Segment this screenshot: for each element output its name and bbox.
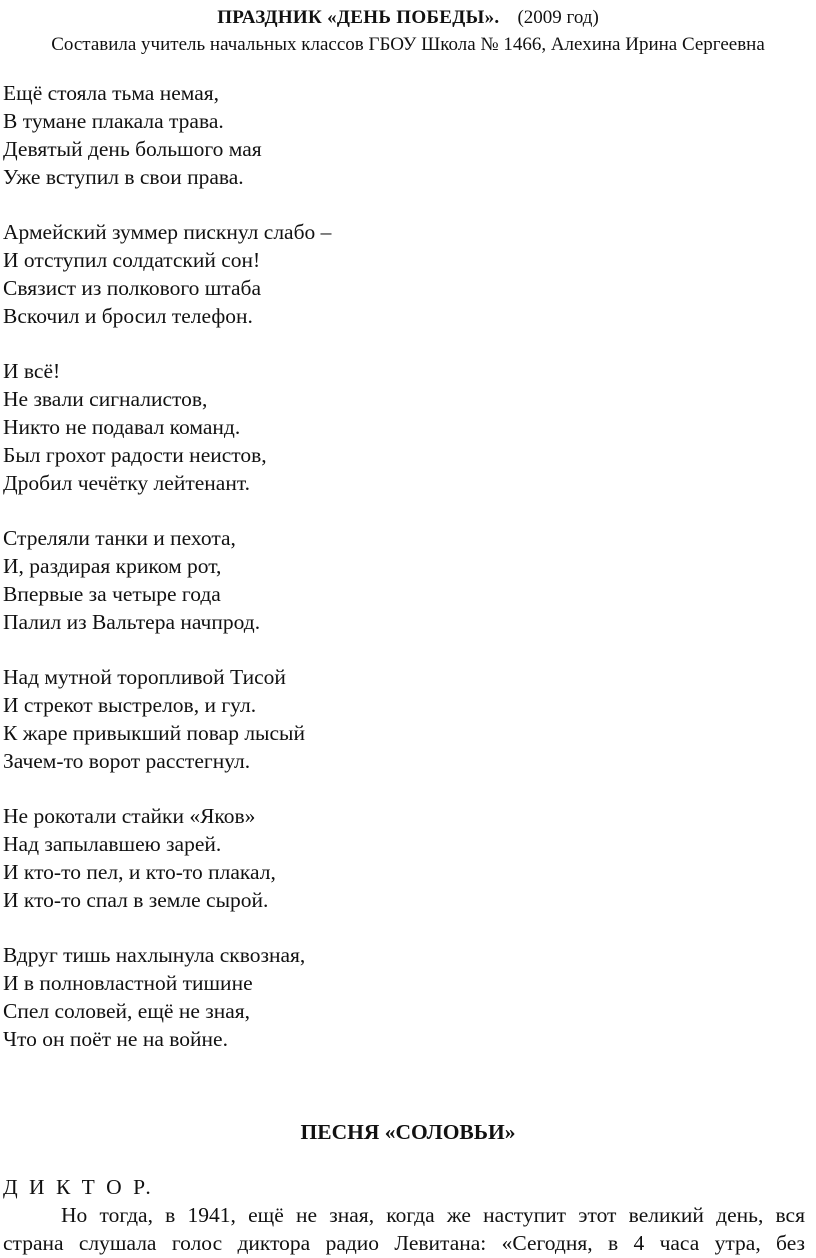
- poem-line: Над мутной торопливой Тисой: [3, 665, 286, 689]
- author-line: Составила учитель начальных классов ГБОУ Школа № 1466, Алехина Ирина Сергеевна: [51, 34, 765, 55]
- poem-stanza: [3, 218, 783, 330]
- poem-line: К жаре привыкший повар лысый: [3, 721, 305, 745]
- poem-line: Девятый день большого мая: [3, 137, 262, 161]
- page-title: ПРАЗДНИК «ДЕНЬ ПОБЕДЫ».: [217, 7, 500, 28]
- poem-line: Не звали сигналистов,: [3, 387, 208, 411]
- title-year: (2009 год): [517, 7, 599, 28]
- poem-line: В тумане плакала трава.: [3, 109, 224, 133]
- poem-stanza: [3, 79, 783, 191]
- poem-line: Стреляли танки и пехота,: [3, 526, 236, 550]
- speaker-label: Д И К Т О Р.: [3, 1175, 154, 1199]
- poem-stanza: [3, 524, 783, 636]
- poem-stanza: [3, 663, 783, 775]
- poem-line: Впервые за четыре года: [3, 582, 221, 606]
- poem-line: Над запылавшею зарей.: [3, 832, 222, 856]
- poem-line: Был грохот радости неистов,: [3, 443, 267, 467]
- poem-line: Вскочил и бросил телефон.: [3, 304, 253, 328]
- poem-line: И в полновластной тишине: [3, 971, 253, 995]
- poem-line: Связист из полкового штаба: [3, 276, 261, 300]
- poem-stanza: [3, 802, 783, 914]
- poem-line: Ещё стояла тьма немая,: [3, 81, 220, 105]
- poem-line: Палил из Вальтера начпрод.: [3, 610, 261, 634]
- poem-line: И, раздирая криком рот,: [3, 554, 222, 578]
- poem-stanza: [3, 941, 783, 1053]
- narration-line: Но тогда, в 1941, ещё не зная, когда же наступит этот великий день, вся: [61, 1203, 805, 1227]
- poem-line: Дробил чечётку лейтенант.: [3, 471, 250, 495]
- poem-line: Вдруг тишь нахлынула сквозная,: [3, 943, 306, 967]
- poem: [3, 79, 783, 1080]
- poem-line: Уже вступил в свои права.: [3, 165, 244, 189]
- poem-line: И кто-то спал в земле сырой.: [3, 888, 269, 912]
- poem-line: И стрекот выстрелов, и гул.: [3, 693, 257, 717]
- poem-line: И кто-то пел, и кто-то плакал,: [3, 860, 276, 884]
- song-title: ПЕСНЯ «СОЛОВЬИ»: [300, 1120, 516, 1144]
- poem-stanza: [3, 357, 783, 497]
- poem-line: И всё!: [3, 359, 61, 383]
- poem-line: Никто не подавал команд.: [3, 415, 241, 439]
- poem-line: Не рокотали стайки «Яков»: [3, 804, 256, 828]
- poem-line: И отступил солдатский сон!: [3, 248, 261, 272]
- poem-line: Спел соловей, ещё не зная,: [3, 999, 251, 1023]
- poem-line: Армейский зуммер пискнул слабо –: [3, 220, 332, 244]
- document-header: [0, 6, 816, 30]
- narration-line: страна слушала голос диктора радио Левитана: «Сегодня, в 4 часа утра, без: [3, 1231, 805, 1255]
- narration-paragraph: [3, 1201, 805, 1257]
- poem-line: Что он поёт не на войне.: [3, 1027, 228, 1051]
- poem-line: Зачем-то ворот расстегнул.: [3, 749, 251, 773]
